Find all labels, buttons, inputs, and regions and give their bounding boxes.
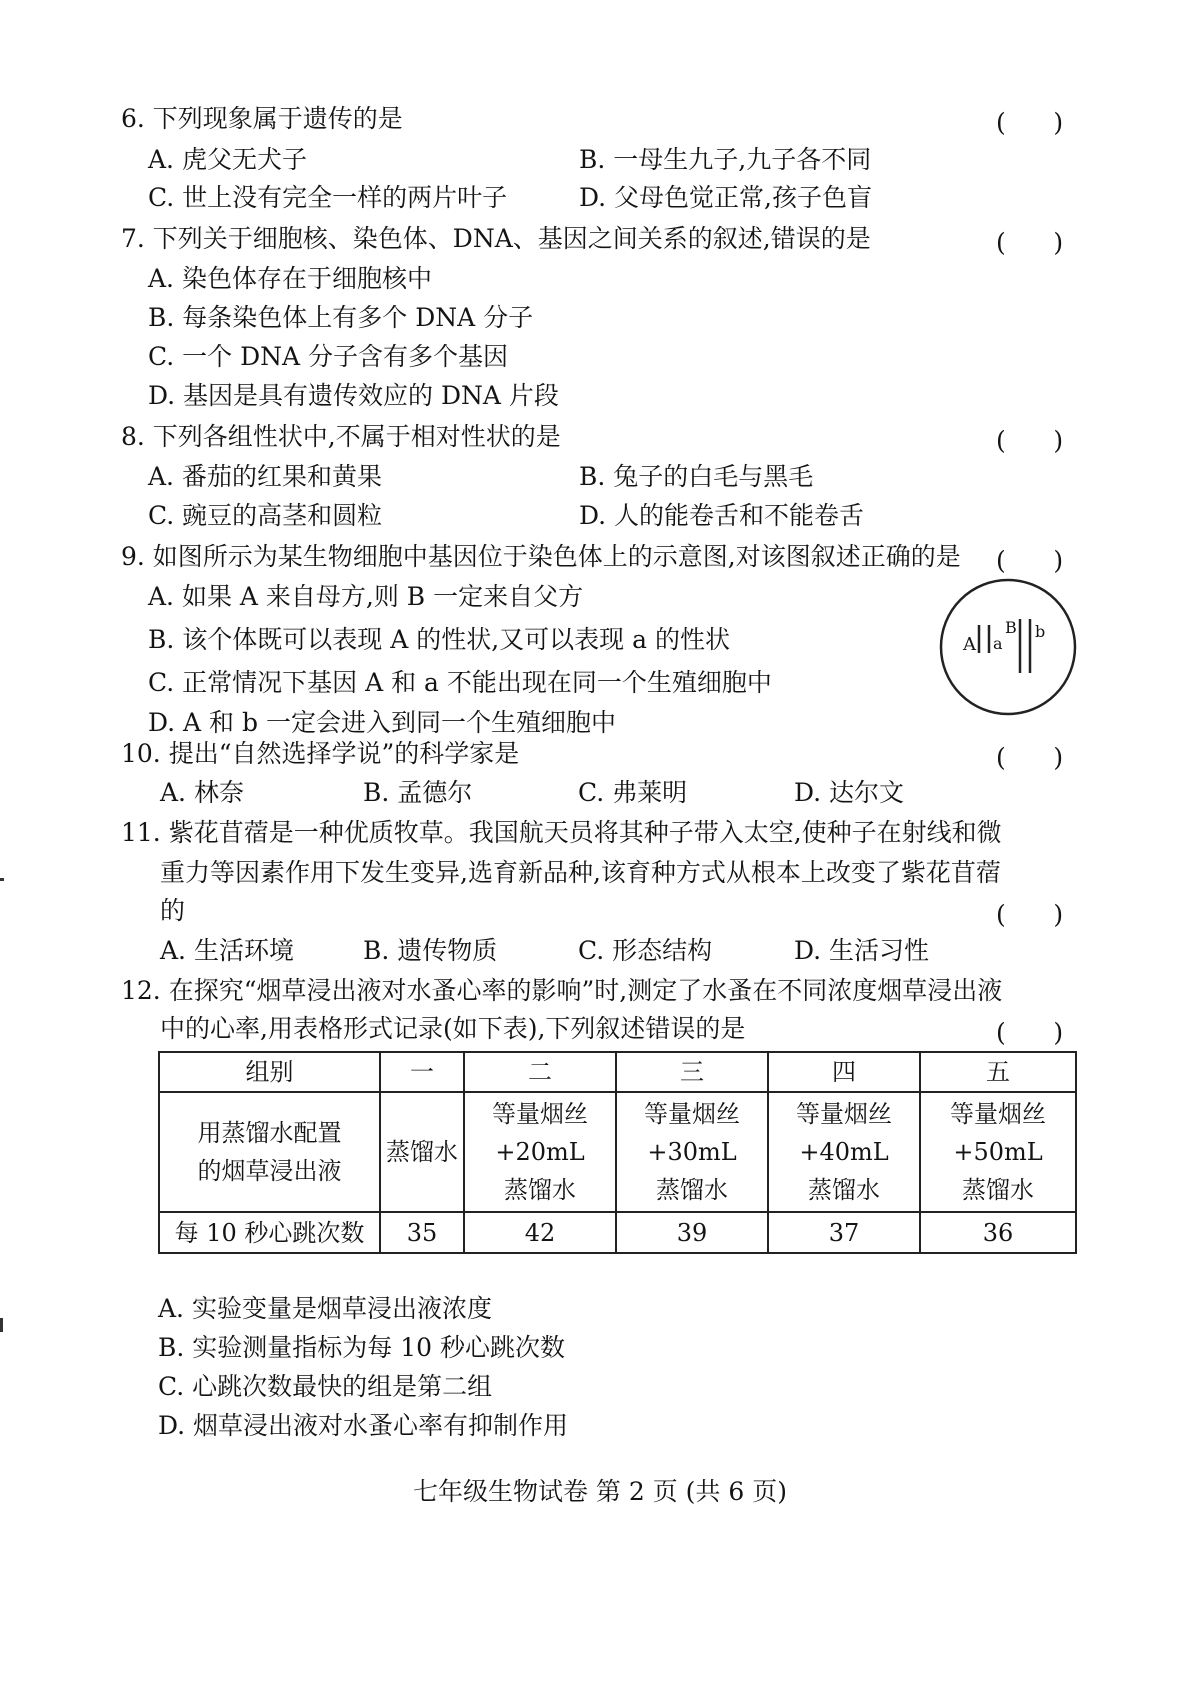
q12-option-d: D. 烟草浸出液对水蚤心率有抑制作用	[158, 1411, 569, 1440]
q6-option-c: C. 世上没有完全一样的两片叶子	[148, 183, 508, 212]
table-cell-line: 等量烟丝	[492, 1100, 588, 1128]
q8-option-d: D. 人的能卷舌和不能卷舌	[579, 501, 865, 530]
q8-option-c: C. 豌豆的高茎和圆粒	[148, 501, 383, 530]
table-cell-line: +50mL	[953, 1138, 1043, 1166]
q12-option-b: B. 实验测量指标为每 10 秒心跳次数	[158, 1333, 565, 1362]
q10-stem: 10. 提出“自然选择学说”的科学家是	[121, 739, 520, 768]
q9-option-b: B. 该个体既可以表现 A 的性状,又可以表现 a 的性状	[148, 625, 730, 654]
q11-stem-line1: 11. 紫花苜蓿是一种优质牧草。我国航天员将其种子带入太空,使种子在射线和微	[121, 818, 1002, 847]
q6-stem: 6. 下列现象属于遗传的是	[121, 104, 403, 133]
q10-option-d: D. 达尔文	[794, 778, 905, 807]
gene-label-b: b	[1035, 622, 1046, 641]
table-cell: 36	[920, 1212, 1076, 1253]
q7-answer-paren: ( )	[996, 228, 1064, 257]
scan-edge-mark	[0, 1318, 3, 1332]
table-cell-line: 等量烟丝	[796, 1100, 892, 1128]
q7-option-c: C. 一个 DNA 分子含有多个基因	[148, 342, 508, 371]
table-row-label-line: 的烟草浸出液	[197, 1157, 342, 1185]
table-row-label-line: 用蒸馏水配置	[197, 1119, 342, 1147]
table-row-label: 每 10 秒心跳次数	[159, 1212, 380, 1253]
q11-stem-line3: 的	[160, 896, 186, 925]
q11-answer-paren: ( )	[996, 900, 1064, 929]
q7-stem: 7. 下列关于细胞核、染色体、DNA、基因之间关系的叙述,错误的是	[121, 224, 871, 253]
table-row-label	[159, 1092, 380, 1212]
q12-answer-paren: ( )	[996, 1018, 1064, 1047]
table-row-solution	[159, 1092, 1076, 1212]
table-cell-line: 蒸馏水	[962, 1176, 1034, 1204]
table-cell: 蒸馏水	[380, 1092, 464, 1212]
q11-stem-line2: 重力等因素作用下发生变异,选育新品种,该育种方式从根本上改变了紫花苜蓿	[160, 858, 1001, 887]
table-header-cell: 四	[768, 1052, 920, 1092]
q9-stem: 9. 如图所示为某生物细胞中基因位于染色体上的示意图,对该图叙述正确的是	[121, 542, 961, 571]
q9-option-c: C. 正常情况下基因 A 和 a 不能出现在同一个生殖细胞中	[148, 668, 772, 697]
table-cell	[464, 1092, 616, 1212]
q6-option-a: A. 虎父无犬子	[148, 145, 307, 174]
q12-stem-line2: 中的心率,用表格形式记录(如下表),下列叙述错误的是	[160, 1014, 746, 1043]
q9-option-a: A. 如果 A 来自母方,则 B 一定来自父方	[148, 582, 584, 611]
q9-answer-paren: ( )	[996, 546, 1064, 575]
q8-option-a: A. 番茄的红果和黄果	[148, 462, 382, 491]
table-header-cell: 五	[920, 1052, 1076, 1092]
gene-label-A: A	[963, 634, 976, 655]
chromosome-diagram	[938, 577, 1078, 717]
cell-outline	[941, 580, 1075, 714]
table-header-cell: 组别	[159, 1052, 380, 1092]
q11-option-a: A. 生活环境	[160, 936, 294, 965]
q8-stem: 8. 下列各组性状中,不属于相对性状的是	[121, 422, 561, 451]
table-row-heartbeats	[159, 1212, 1076, 1253]
table-header-cell: 一	[380, 1052, 464, 1092]
q12-option-a: A. 实验变量是烟草浸出液浓度	[158, 1294, 492, 1323]
q9-option-d: D. A 和 b 一定会进入到同一个生殖细胞中	[148, 708, 616, 737]
table-header-row	[159, 1052, 1076, 1092]
table-cell-line: +20mL	[495, 1138, 585, 1166]
q10-option-a: A. 林奈	[160, 778, 244, 807]
page-footer: 七年级生物试卷 第 2 页 (共 6 页)	[412, 1477, 787, 1506]
heart-rate-table	[158, 1051, 1077, 1254]
q10-option-b: B. 孟德尔	[363, 778, 473, 807]
table-cell: 37	[768, 1212, 920, 1253]
q6-option-d: D. 父母色觉正常,孩子色盲	[579, 183, 872, 212]
gene-label-a: a	[993, 634, 1003, 653]
q7-option-d: D. 基因是具有遗传效应的 DNA 片段	[148, 381, 559, 410]
table-cell-line: +40mL	[799, 1138, 889, 1166]
table-cell: 42	[464, 1212, 616, 1253]
table-cell	[768, 1092, 920, 1212]
table-cell-line: 蒸馏水	[656, 1176, 728, 1204]
q10-option-c: C. 弗莱明	[578, 778, 688, 807]
table-cell-line: 等量烟丝	[950, 1100, 1046, 1128]
table-cell: 35	[380, 1212, 464, 1253]
q6-option-b: B. 一母生九子,九子各不同	[579, 145, 872, 174]
table-cell-line: 蒸馏水	[808, 1176, 880, 1204]
q12-option-c: C. 心跳次数最快的组是第二组	[158, 1372, 493, 1401]
scan-edge-mark	[0, 878, 4, 881]
gene-label-B: B	[1005, 618, 1017, 637]
q7-option-a: A. 染色体存在于细胞核中	[148, 264, 432, 293]
q11-option-d: D. 生活习性	[794, 936, 930, 965]
table-cell: 39	[616, 1212, 768, 1253]
table-cell-line: 等量烟丝	[644, 1100, 740, 1128]
q11-option-c: C. 形态结构	[578, 936, 713, 965]
table-cell-line: +30mL	[647, 1138, 737, 1166]
q8-option-b: B. 兔子的白毛与黑毛	[579, 462, 814, 491]
table-cell-line: 蒸馏水	[504, 1176, 576, 1204]
q11-option-b: B. 遗传物质	[363, 936, 498, 965]
table-header-cell: 二	[464, 1052, 616, 1092]
table-cell	[616, 1092, 768, 1212]
table-header-cell: 三	[616, 1052, 768, 1092]
q10-answer-paren: ( )	[996, 743, 1064, 772]
q7-option-b: B. 每条染色体上有多个 DNA 分子	[148, 303, 534, 332]
q8-answer-paren: ( )	[996, 426, 1064, 455]
q6-answer-paren: ( )	[996, 108, 1064, 137]
q12-stem-line1: 12. 在探究“烟草浸出液对水蚤心率的影响”时,测定了水蚤在不同浓度烟草浸出液	[121, 976, 1003, 1005]
table-cell	[920, 1092, 1076, 1212]
